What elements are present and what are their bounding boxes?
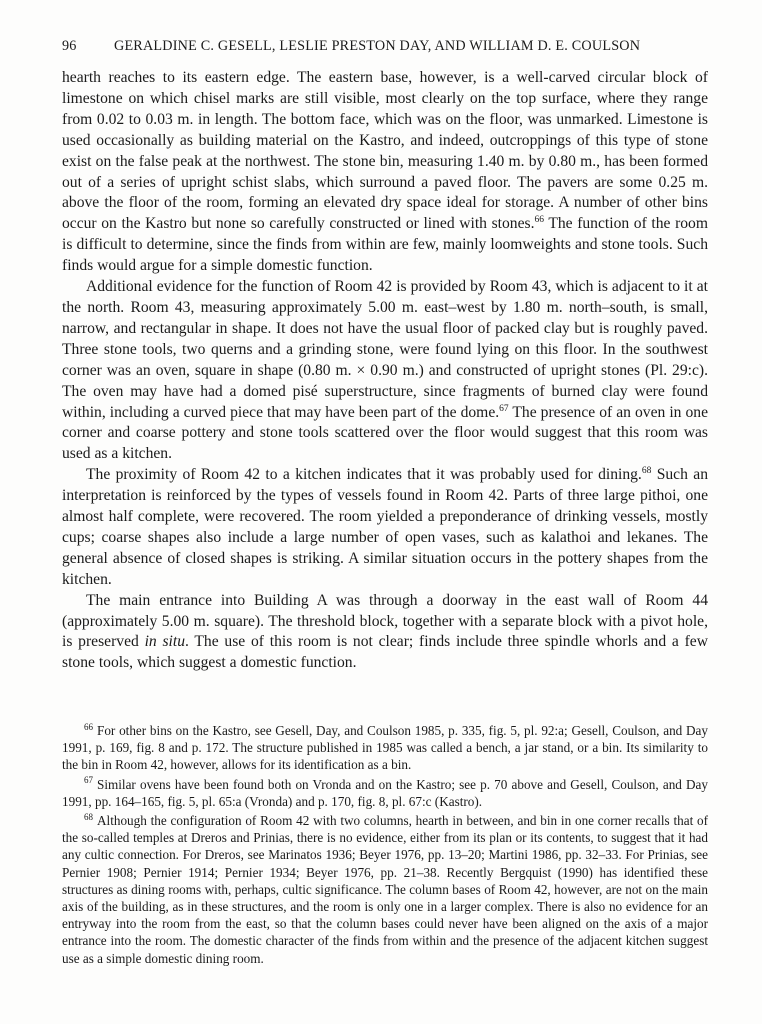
footnote-ref-66: 66 — [534, 215, 544, 226]
footnote-number: 66 — [84, 721, 93, 732]
paragraph-2-text-a: Additional evidence for the function of Room 42 is provided by Room 43, which is adjacent to it at the north. Room 43, measuring approximately 5.00 m. east–west by 1.80 m. north–south, is small, narrow, and rectangular in shape. It does not have the usual floor of packed clay but is roughly paved. Three stone tools, two querns and a grinding stone, were found lying on this floor. In the southwest corner was an oven, square in shape (0.80 m. × 0.90 m.) and constructed of upright stones (Pl. 29:c). The oven may have had a domed pisé superstructure, since fragments of burned clay were found within, including a curved piece that may have been part of the dome. — [62, 278, 708, 421]
header-authors: GERALDINE C. GESELL, LESLIE PRESTON DAY, AND WILLIAM D. E. COULSON — [114, 38, 641, 54]
paragraph-4-text-a: The main entrance into Building A was through a doorway in the east wall of Room 44 (approximately 5.00 m. square). The threshold block, together with a separate block with a pivot hole, is preserved — [62, 591, 708, 651]
running-header — [62, 38, 712, 55]
footnote-number: 67 — [84, 775, 93, 786]
footnote-ref-67: 67 — [499, 403, 509, 414]
paragraph-1-text-b: The function of the room is difficult to determine, since the finds from within are few, mainly loomweights and stone tools. Such finds would argue for a simple domestic function. — [62, 215, 708, 275]
paragraph-4-italic: in situ — [144, 633, 185, 651]
paragraph-3-text-b: Such an interpretation is reinforced by the types of vessels found in Room 42. Parts of three large pithoi, one almost half complete, were recovered. The room yielded a preponderance of drinking vessels, mostly cups; coarse shapes also include a large number of open vases, such as kalathoi and lekanes. The general absence of closed shapes is striking. A similar situation occurs in the pottery shapes from the kitchen. — [62, 466, 708, 588]
footnote-67 — [62, 776, 708, 810]
footnote-number: 68 — [84, 811, 93, 822]
page-number: 96 — [62, 38, 77, 54]
footnote-66 — [62, 722, 708, 774]
footnotes-section — [62, 722, 708, 969]
paragraph-1-text-a: hearth reaches to its eastern edge. The eastern base, however, is a well-carved circular block of limestone on which chisel marks are still visible, most clearly on the top surface, where they range from 0.02 to 0.03 m. in length. The bottom face, which was on the floor, was unmarked. Limestone is used occasionally as building material on the Kastro, and indeed, outcroppings of this type of stone exist on the false peak at the northwest. The stone bin, measuring 1.40 m. by 0.80 m., has been formed out of a series of upright schist slabs, which surround a paved floor. The pavers are some 0.25 m. above the floor of the room, forming an elevated dry space ideal for storage. A number of other bins occur on the Kastro but none so carefully constructed or lined with stones. — [62, 69, 708, 233]
paragraph-4 — [62, 591, 708, 675]
paragraph-3-text-a: The proximity of Room 42 to a kitchen indicates that it was probably used for dining. — [86, 466, 642, 484]
paragraph-1 — [62, 68, 708, 277]
paragraph-2 — [62, 277, 708, 465]
footnote-ref-68: 68 — [641, 466, 652, 477]
paragraph-2-text-b: The presence of an oven in one corner and coarse pottery and stone tools scattered over the floor would suggest that this room was used as a kitchen. — [62, 403, 708, 463]
paragraph-3 — [62, 465, 708, 590]
paragraph-4-text-b: . The use of this room is not clear; finds include three spindle whorls and a few stone tools, which suggest a domestic function. — [62, 633, 708, 672]
footnote-68 — [62, 812, 708, 967]
footnote-text: Although the configuration of Room 42 with two columns, hearth in between, and bin in one corner recalls that of the so-called temples at Dreros and Prinias, there is no evidence, either from its plan or its contents, to suggest that it had any cultic connection. For Dreros, see Marinatos 1936; Beyer 1976, pp. 13–20; Martini 1986, pp. 32–33. For Prinias, see Pernier 1908; Pernier 1914; Pernier 1934; Beyer 1976, pp. 21–38. Recently Bergquist (1990) has identified these structures as dining rooms with, perhaps, cultic significance. The column bases of Room 42, however, are not on the main axis of the building, as in these structures, and the room is only one in a larger complex. There is also no evidence for an entryway into the room from the east, so that the column bases could never have been aligned on the axis of a major entrance into the room. The domestic character of the finds from within and the presence of the adjacent kitchen suggest use as a simple domestic dining room. — [62, 813, 708, 966]
footnote-text: For other bins on the Kastro, see Gesell, Day, and Coulson 1985, p. 335, fig. 5, pl. 92:a; Gesell, Coulson, and Day 1991, p. 169, fig. 8 and p. 172. The structure published in 1985 was called a bench, a jar stand, or a bin. Its similarity to the bin in Room 42, however, allows for its identification as a bin. — [62, 723, 708, 773]
main-text — [62, 68, 708, 674]
footnote-text: Similar ovens have been found both on Vronda and on the Kastro; see p. 70 above and Gesell, Coulson, and Day 1991, pp. 164–165, fig. 5, pl. 65:a (Vronda) and p. 170, fig. 8, pl. 67:c (Kastro). — [62, 776, 708, 809]
